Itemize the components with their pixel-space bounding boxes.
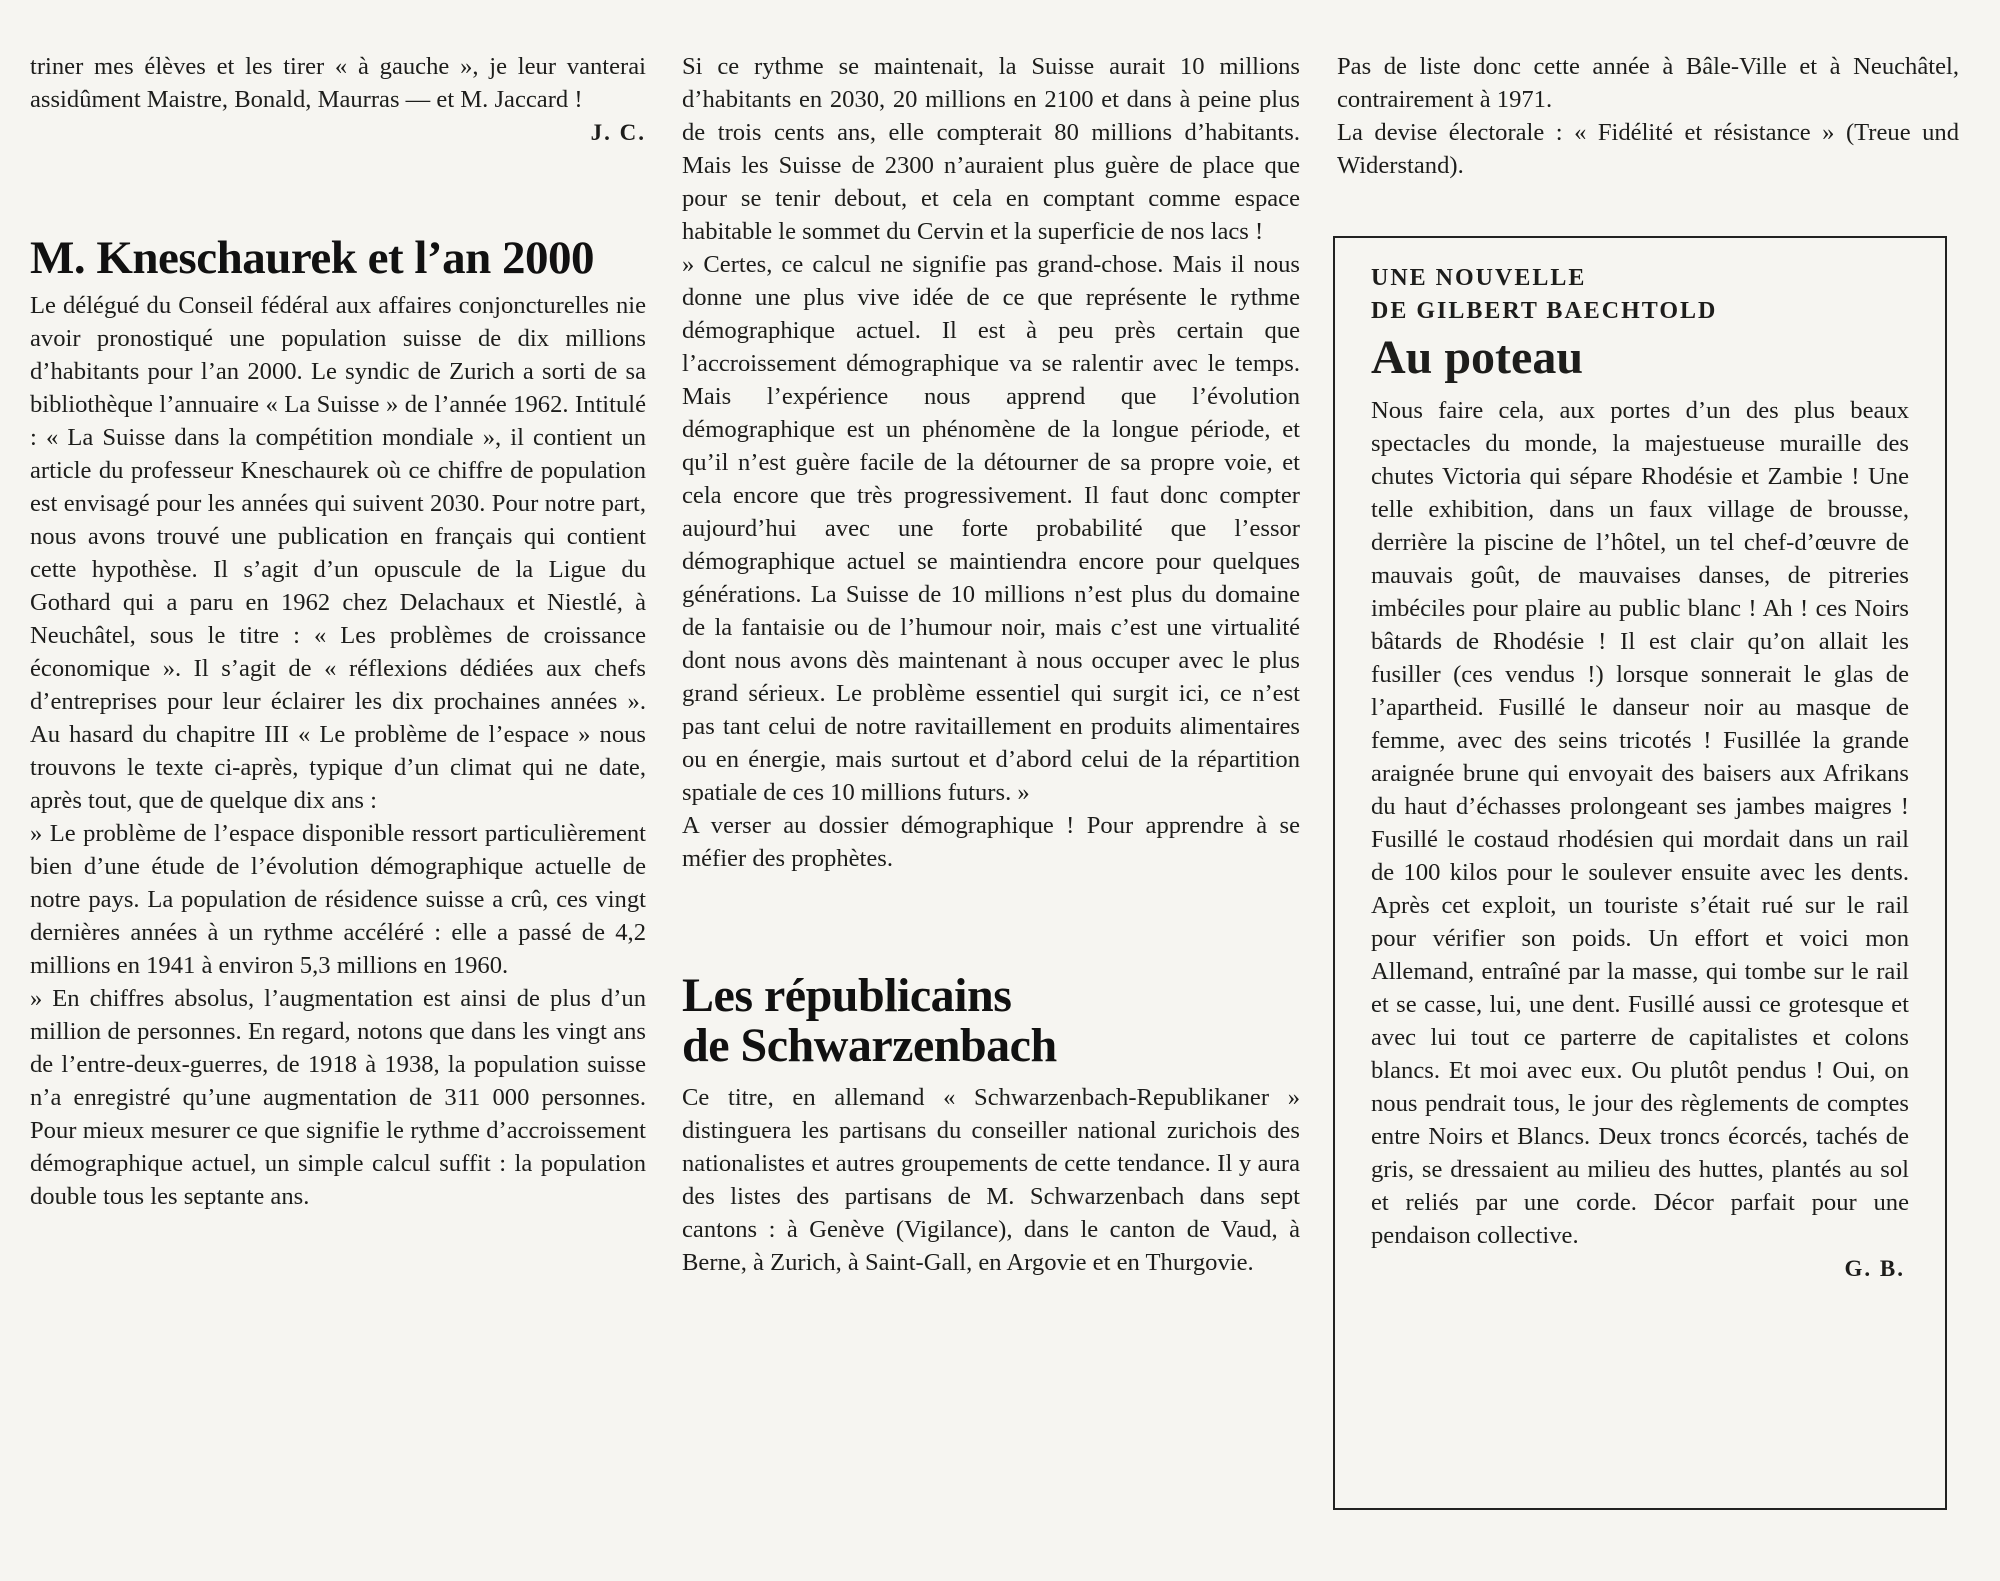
article-title-kneschaurek: M. Kneschaurek et l’an 2000 bbox=[30, 232, 594, 284]
article-title-line: Les républicains bbox=[682, 969, 1012, 1022]
article-paragraph: Si ce rythme se maintenait, la Suisse aurait 10 millions d’habitants en 2030, 20 millions en 2100 et dans à peine plus de trois cents ans, elle compterait 80 millions d’habitants. Mais les Suisse de 2300 n’auraient plus guère de place que pour se tenir debout, et cela en comptant comme espace habitable le sommet du Cervin et la superficie de nos lacs ! bbox=[682, 53, 1300, 245]
story-title: Au poteau bbox=[1371, 331, 1584, 384]
article-paragraph: Le délégué du Conseil fédéral aux affaires conjoncturelles nie avoir pronostiqué une population suisse de dix millions d’habitants pour l’an 2000. Le syndic de Zurich a sorti de sa bibliothèque l’annuaire « La Suisse » de l’année 1962. Intitulé : « La Suisse dans la compétition mondiale », il contient un article du professeur Kneschaurek où ce chiffre de population est envisagé pour les années qui suivent 2030. Pour notre part, nous avons trouvé une publication en français qui contient cette hypothèse. Il s’agit d’un opuscule de la Ligue du Gothard qui a paru en 1962 chez Delachaux et Niestlé, à Neuchâtel, sous le titre : « Les problèmes de croissance économique ». Il s’agit de « réflexions dédiées aux chefs d’entreprises pour leur éclairer les dix prochaines années ». Au hasard du chapitre III « Le problème de l’espace » nous trouvons le texte ci-après, typique d’un climat qui ne date, après tout, que de quelque dix ans : bbox=[30, 292, 646, 814]
kicker-line: DE GILBERT BAECHTOLD bbox=[1371, 298, 1718, 324]
article-title-republicains bbox=[682, 971, 1300, 1071]
article-paragraph: A verser au dossier démographique ! Pour apprendre à se méfier des prophètes. bbox=[682, 812, 1300, 872]
boxed-story bbox=[1333, 236, 1947, 1510]
intro-text: triner mes élèves et les tirer « à gauche », je leur vanterai assidûment Maistre, Bonald, Maurras — et M. Jaccard ! bbox=[30, 53, 646, 113]
article-title-line: de Schwarzenbach bbox=[682, 1019, 1057, 1072]
kicker-line: UNE NOUVELLE bbox=[1371, 265, 1587, 291]
story-kicker bbox=[1371, 262, 1909, 328]
story-signature: G. B. bbox=[1844, 1256, 1905, 1281]
intro-signature: J. C. bbox=[590, 120, 646, 145]
article-paragraph: » En chiffres absolus, l’augmentation est ainsi de plus d’un million de personnes. En regard, notons que dans les vingt ans de l’entre-deux-guerres, de 1918 à 1938, la population suisse n’a enregistré qu’une augmentation de 311 000 personnes. Pour mieux mesurer ce que signifie le rythme d’accroissement démographique actuel, un simple calcul suffit : la population double tous les septante ans. bbox=[30, 985, 646, 1210]
article-paragraph: Ce titre, en allemand « Schwarzenbach-Republikaner » distinguera les partisans du conseiller national zurichois des nationalistes et autres groupements de cette tendance. Il y aura des listes des partisans de M. Schwarzenbach dans sept cantons : à Genève (Vigilance), dans le canton de Vaud, à Berne, à Zurich, à Saint-Gall, en Argovie et en Thurgovie. bbox=[682, 1084, 1300, 1276]
column-2 bbox=[682, 50, 1300, 1279]
column-3 bbox=[1337, 50, 1959, 182]
article-paragraph: » Le problème de l’espace disponible ressort particulièrement bien d’une étude de l’évolution démographique actuelle de notre pays. La population de résidence suisse a crû, ces vingt dernières années à un rythme accéléré : elle a passé de 4,2 millions en 1941 à environ 5,3 millions en 1960. bbox=[30, 820, 646, 979]
article-paragraph: » Certes, ce calcul ne signifie pas grand-chose. Mais il nous donne une plus vive idée de ce que représente le rythme démographique actuel. Il est à peu près certain que l’accroissement démographique va se ralentir avec le temps. Mais l’expérience nous apprend que l’évolution démographique est un phénomène de la longue période, et qu’il n’est guère facile de la détourner de sa propre voie, et cela encore que très progressivement. Il faut donc compter aujourd’hui avec une forte probabilité que l’essor démographique actuel se maintiendra encore pour quelques générations. La Suisse de 10 millions n’est plus du domaine de la fantaisie ou de l’humour noir, mais c’est une virtualité dont nous avons dès maintenant à nous occuper avec le plus grand sérieux. Le problème essentiel qui surgit ici, ce n’est pas tant celui de notre ravitaillement en produits alimentaires ou en énergie, mais surtout et d’abord celui de la répartition spatiale de ces 10 millions futurs. » bbox=[682, 251, 1300, 806]
story-text: Nous faire cela, aux portes d’un des plus beaux spectacles du monde, la majestueuse muraille des chutes Victoria qui sépare Rhodésie et Zambie ! Une telle exhibition, dans un faux village de brousse, derrière la piscine de l’hôtel, un tel chef-d’œuvre de mauvais goût, de mauvaises danses, de pitreries imbéciles pour plaire au public blanc ! Ah ! ces Noirs bâtards de Rhodésie ! Il est clair qu’on allait les fusiller (ces vendus !) lorsque sonnerait le glas de l’apartheid. Fusillé le danseur noir au masque de femme, avec des seins tricotés ! Fusillée la grande araignée brune qui envoyait des baisers aux Afrikans du haut d’échasses prolongeant ses jambes maigres ! Fusillé le costaud rhodésien qui mordait dans un rail de 100 kilos pour le soulever ensuite avec les dents. Après cet exploit, un touriste s’était rué sur le rail pour vérifier son poids. Un effort et voici mon Allemand, entraîné par la masse, qui tombe sur le rail et se casse, lui, une dent. Fusillé aussi ce grotesque et avec lui tout ce parterre de capitalistes et colons blancs. Et moi avec eux. Ou plutôt pendus ! Oui, on nous pendrait tous, le jour des règlements de comptes entre Noirs et Blancs. Deux troncs écorcés, tachés de gris, se dressaient au milieu des huttes, plantés au sol et reliés par une corde. Décor parfait pour une pendaison collective. bbox=[1371, 397, 1909, 1249]
article-paragraph: La devise électorale : « Fidélité et résistance » (Treue und Widerstand). bbox=[1337, 119, 1959, 179]
column-1 bbox=[30, 50, 646, 1213]
article-paragraph: Pas de liste donc cette année à Bâle-Ville et à Neuchâtel, contrairement à 1971. bbox=[1337, 53, 1959, 113]
